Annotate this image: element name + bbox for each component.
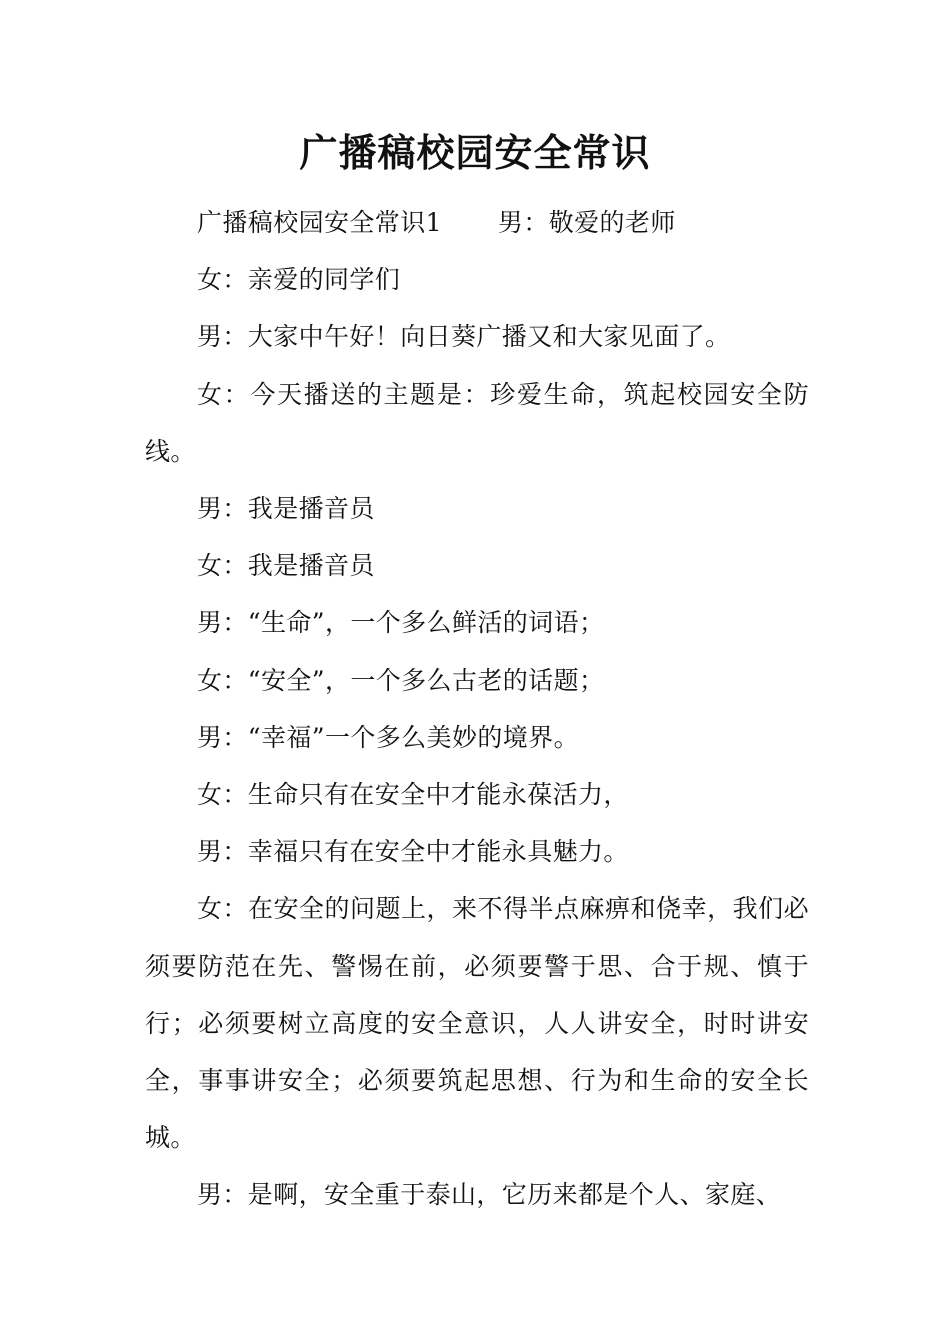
paragraph: 男：我是播音员: [197, 494, 375, 524]
paragraph: 男：幸福只有在安全中才能永具魅力。: [197, 837, 629, 867]
paragraph-intro: [145, 194, 809, 251]
paragraph: 女：亲爱的同学们: [197, 265, 401, 295]
paragraph-intro-heading: 广播稿校园安全常识1: [197, 208, 442, 237]
paragraph: 女：我是播音员: [197, 551, 375, 581]
paragraph: 男：是啊，安全重于泰山，它历来都是个人、家庭、: [197, 1180, 782, 1210]
paragraph: 男：“生命”，一个多么鲜活的词语；: [197, 608, 605, 638]
paragraph: 女：“安全”，一个多么古老的话题；: [197, 665, 605, 695]
paragraph: 男：大家中午好！向日葵广播又和大家见面了。: [197, 322, 731, 352]
paragraph: 女：生命只有在安全中才能永葆活力，: [197, 780, 629, 810]
document-title: 广播稿校园安全常识: [299, 130, 651, 175]
document-body: [145, 194, 809, 1224]
paragraph: 男：“幸福”一个多么美妙的境界。: [197, 722, 579, 752]
paragraph-intro-greeting: 男：敬爱的老师: [497, 208, 676, 237]
paragraph: 女：在安全的问题上，来不得半点麻痹和侥幸，我们必须要防范在先、警惕在前，必须要警于思、合于规、慎于行；必须要树立高度的安全意识，人人讲安全，时时讲安全，事事讲安全；必须要筑起思想、行为和生命的安全长城。: [145, 894, 809, 1153]
paragraph: 女：今天播送的主题是：珍爱生命，筑起校园安全防线。: [145, 379, 809, 466]
